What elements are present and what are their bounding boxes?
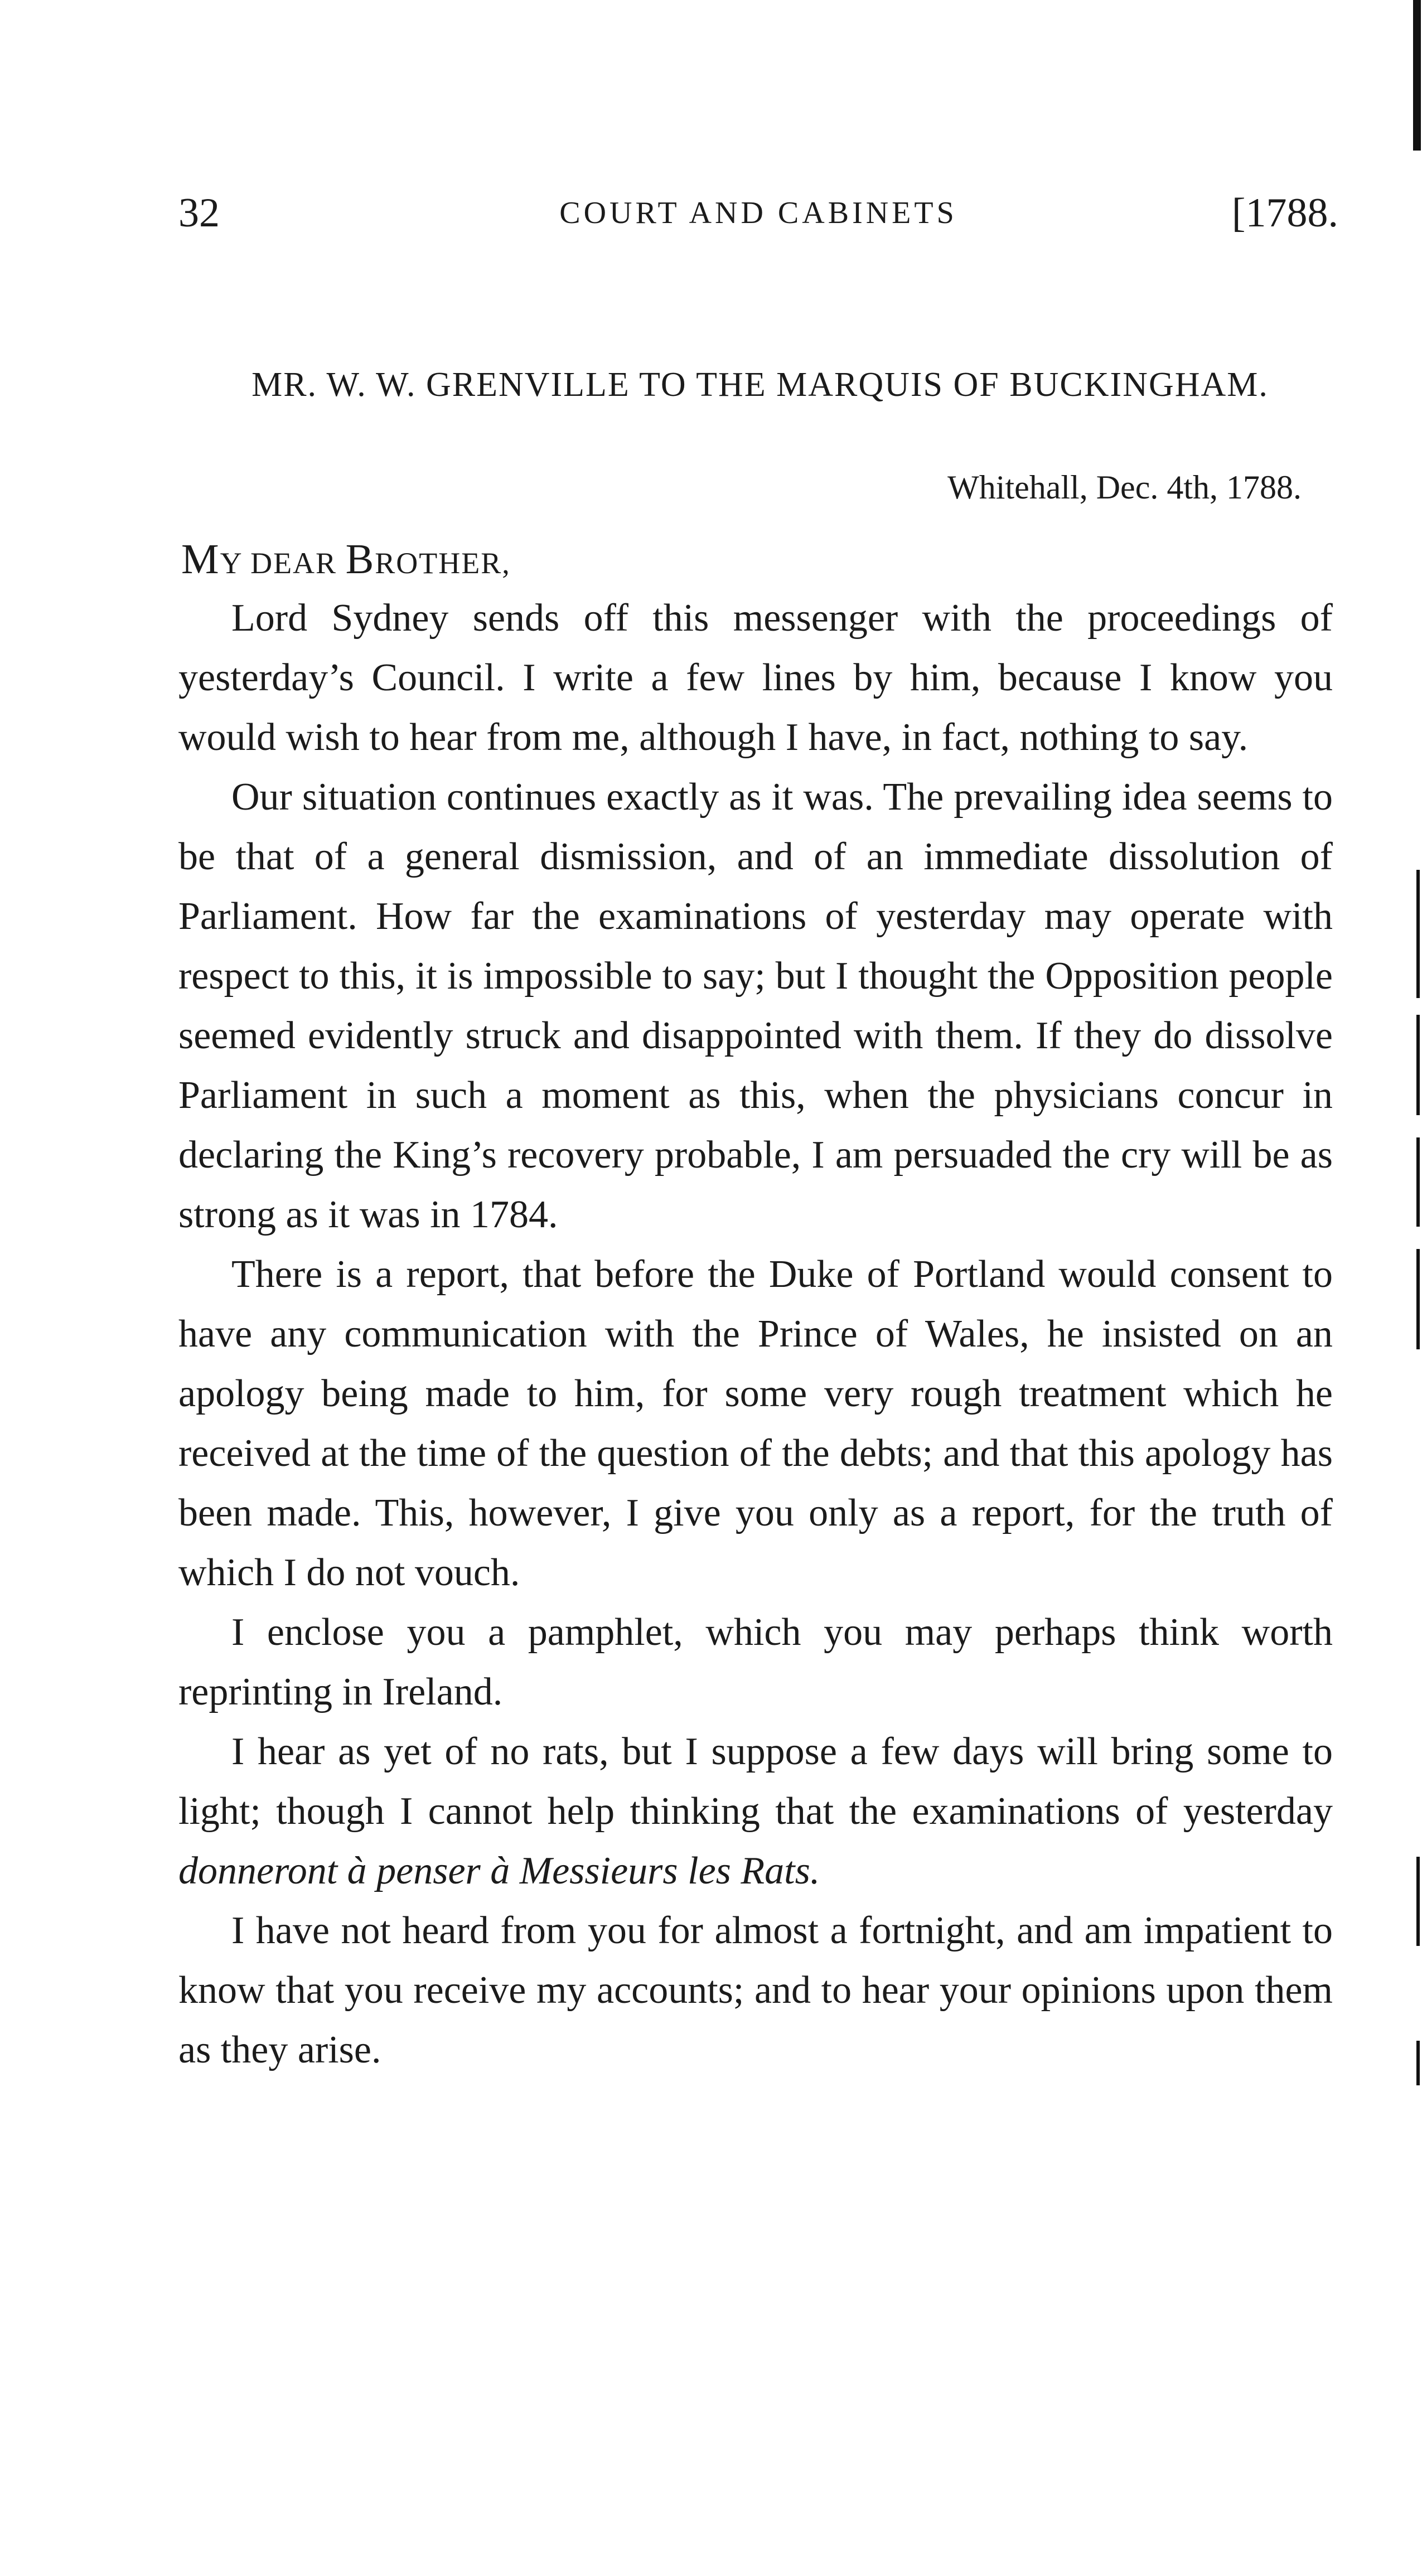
paragraph-text-italic: donneront à penser à Messieurs les Rats. xyxy=(178,1849,820,1892)
salutation xyxy=(181,535,511,584)
salutation-initial-m: M xyxy=(181,536,220,583)
letter-title: MR. W. W. GRENVILLE TO THE MARQUIS OF BUCKINGHAM. xyxy=(251,366,1269,404)
paragraph-text: I hear as yet of no rats, but I suppose a few days will bring some to light; though I cannot help thinking that the examinations of yesterday xyxy=(178,1730,1333,1833)
paragraph xyxy=(178,1901,1333,2080)
paragraph-text: Our situation continues exactly as it was. The prevailing idea seems to be that of a general dismission, and of an immediate dissolution of Parliament. How far the examinations of yesterday may operate with respect to this, it is impossible to say; but I thought the Opposition people seemed evidently struck and disappointed with them. If they do dissolve Parliament in such a moment as this, when the physicians concur in declaring the King’s recovery probable, I am persuaded the cry will be as strong as it was in 1784. xyxy=(178,776,1333,1236)
letter-body xyxy=(178,588,1333,2080)
scan-edge-mark xyxy=(1416,1015,1420,1115)
paragraph-text: There is a report, that before the Duke of Portland would consent to have any communication with the Prince of Wales, he insisted on an apology being made to him, for some very rough treatment which he received at the time of the question of the debts; and that this apology has been made. This, however, I give you only as a report, for the truth of which I do not vouch. xyxy=(178,1253,1333,1594)
paragraph xyxy=(178,1245,1333,1602)
running-title: COURT AND CABINETS xyxy=(559,196,957,230)
paragraph-text: I enclose you a pamphlet, which you may perhaps think worth reprinting in Ireland. xyxy=(178,1611,1333,1713)
salutation-initial-b: B xyxy=(345,536,375,583)
paragraph xyxy=(178,1602,1333,1722)
page-header xyxy=(178,190,1338,240)
page-number: 32 xyxy=(178,190,220,236)
salutation-smallcaps-1: Y DEAR xyxy=(220,546,346,580)
paragraph xyxy=(178,588,1333,767)
scan-edge-mark xyxy=(1413,0,1421,151)
scan-edge-mark xyxy=(1416,1137,1420,1227)
place-date: Whitehall, Dec. 4th, 1788. xyxy=(947,469,1302,506)
scan-edge-mark xyxy=(1416,1249,1420,1349)
paragraph xyxy=(178,767,1333,1245)
scan-edge-mark xyxy=(1416,1857,1420,1946)
paragraph-text: I have not heard from you for almost a fortnight, and am impatient to know that you receive my accounts; and to hear your opinions upon them as they arise. xyxy=(178,1909,1333,2071)
paragraph-text: Lord Sydney sends off this messenger with the proceedings of yesterday’s Council. I write a few lines by him, because I know you would wish to hear from me, although I have, in fact, nothing to say. xyxy=(178,597,1333,759)
salutation-smallcaps-2: ROTHER, xyxy=(375,546,511,580)
scan-edge-mark xyxy=(1416,870,1420,998)
scan-edge-mark xyxy=(1416,2041,1420,2085)
header-year: [1788. xyxy=(1231,190,1338,236)
paragraph xyxy=(178,1722,1333,1901)
